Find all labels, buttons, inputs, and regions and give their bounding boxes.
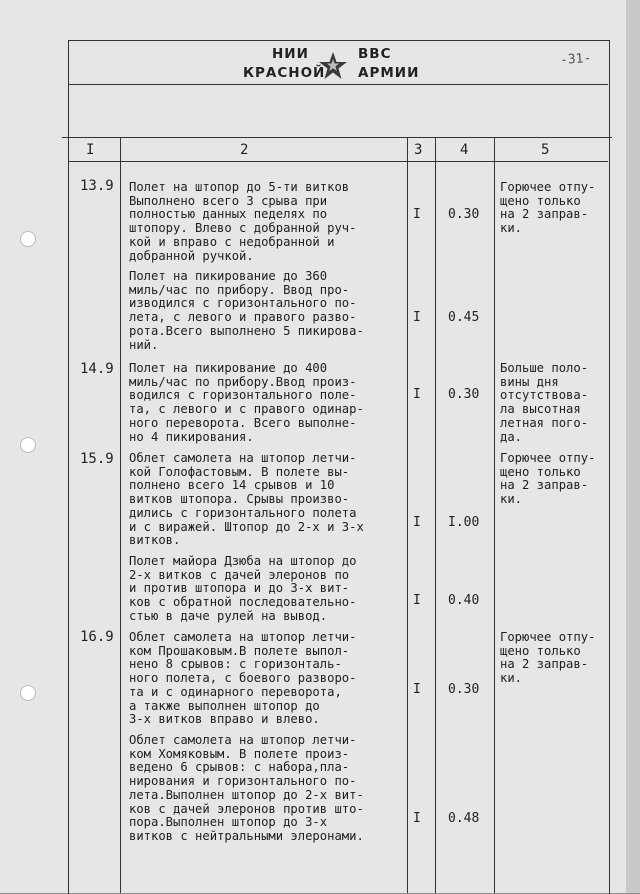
remark: Горючее отпу- щено только на 2 заправ- ки. bbox=[500, 451, 596, 507]
flight-description: Облет самолета на штопор летчи- ком Хомяковым. В полете произ- ведено 6 срывов: с набора,пла- нирования и горизонтального по- лета.Выполнен штопор до 2-х вит- ков с дачей элеронов против што- пора.Выполнен штопор до 3-х витков с нейтральными элеронами. bbox=[129, 733, 364, 843]
flight-time: 0.48 bbox=[448, 811, 480, 826]
entry-date: 14.9 bbox=[80, 361, 114, 377]
table-top-rule bbox=[62, 137, 612, 138]
page-edge bbox=[626, 0, 640, 893]
remark: Горючее отпу- щено только на 2 заправ- ки. bbox=[500, 630, 596, 686]
flight-count: I bbox=[413, 682, 421, 697]
red-star-emblem-icon bbox=[318, 51, 348, 81]
remark: Больше поло- вины дня отсутствова- ла высотная летная пого- да. bbox=[500, 361, 589, 444]
column-header-rule bbox=[68, 161, 608, 162]
flight-count: I bbox=[413, 593, 421, 608]
remark: Горючее отпу- щено только на 2 заправ- ки. bbox=[500, 180, 596, 236]
flight-description: Облет самолета на штопор летчи- кой Голофастовым. В полете вы- полнено всего 14 срывов и 10 витков штопора. Срывы произво- дились с горизонтального полета и с виражей. Штопор до 2-х и 3-х витков. bbox=[129, 451, 364, 548]
column-divider bbox=[494, 138, 495, 893]
header-divider bbox=[68, 84, 608, 85]
flight-time: 0.45 bbox=[448, 310, 480, 325]
org-name-right-1: ВВС bbox=[358, 46, 392, 62]
flight-time: I.00 bbox=[448, 515, 480, 530]
column-header-1: I bbox=[86, 142, 95, 158]
binder-hole bbox=[20, 685, 36, 701]
binder-hole bbox=[20, 437, 36, 453]
entry-date: 16.9 bbox=[80, 629, 114, 645]
column-header-3: 3 bbox=[414, 142, 423, 158]
flight-count: I bbox=[413, 207, 421, 222]
flight-description: Полет на пикирование до 400 миль/час по прибору.Ввод произ- водился с горизонтального поле- та, с левого и с правого одинар- ного переворота. Всего выполне- но 4 пикирования. bbox=[129, 361, 364, 444]
binder-hole bbox=[20, 231, 36, 247]
org-name-left-1: НИИ bbox=[272, 46, 309, 62]
flight-description: Полет майора Дзюба на штопор до 2-х витков с дачей элеронов по и против штопора и до 3-х вит- ков с обратной последовательно- стью в даче рулей на вывод. bbox=[129, 554, 357, 623]
entry-date: 13.9 bbox=[80, 178, 114, 194]
page-number: -31- bbox=[559, 50, 592, 69]
flight-time: 0.30 bbox=[448, 207, 480, 222]
org-name-right-2: АРМИИ bbox=[358, 65, 420, 81]
flight-time: 0.40 bbox=[448, 593, 480, 608]
entry-date: 15.9 bbox=[80, 451, 114, 467]
flight-time: 0.30 bbox=[448, 387, 480, 402]
flight-time: 0.30 bbox=[448, 682, 480, 697]
column-header-2: 2 bbox=[240, 142, 249, 158]
column-header-4: 4 bbox=[460, 142, 469, 158]
flight-count: I bbox=[413, 387, 421, 402]
column-divider bbox=[120, 138, 121, 893]
org-name-left-2: КРАСНОЙ bbox=[243, 65, 326, 81]
flight-count: I bbox=[413, 515, 421, 530]
column-divider bbox=[435, 138, 436, 893]
flight-description: Полет на штопор до 5-ти витков Выполнено всего 3 срыва при полностью данных педелях по штопору. Влево с добранной руч- кой и вправо с недобранной и добранной ручкой. bbox=[129, 180, 357, 263]
flight-description: Облет самолета на штопор летчи- ком Прошаковым.В полете выпол- нено 8 срывов: с горизонталь- ного полета, с боевого разворо- та и с одинарного переворота, а также выполнен штопор до 3-х витков вправо и влево. bbox=[129, 630, 357, 727]
flight-count: I bbox=[413, 811, 421, 826]
column-header-5: 5 bbox=[541, 142, 550, 158]
flight-count: I bbox=[413, 310, 421, 325]
flight-description: Полет на пикирование до 360 миль/час по прибору. Ввод про- изводился с горизонтального по- лета, с левого и правого разво- рота.Всего выполнено 5 пикирова- ний. bbox=[129, 269, 364, 352]
